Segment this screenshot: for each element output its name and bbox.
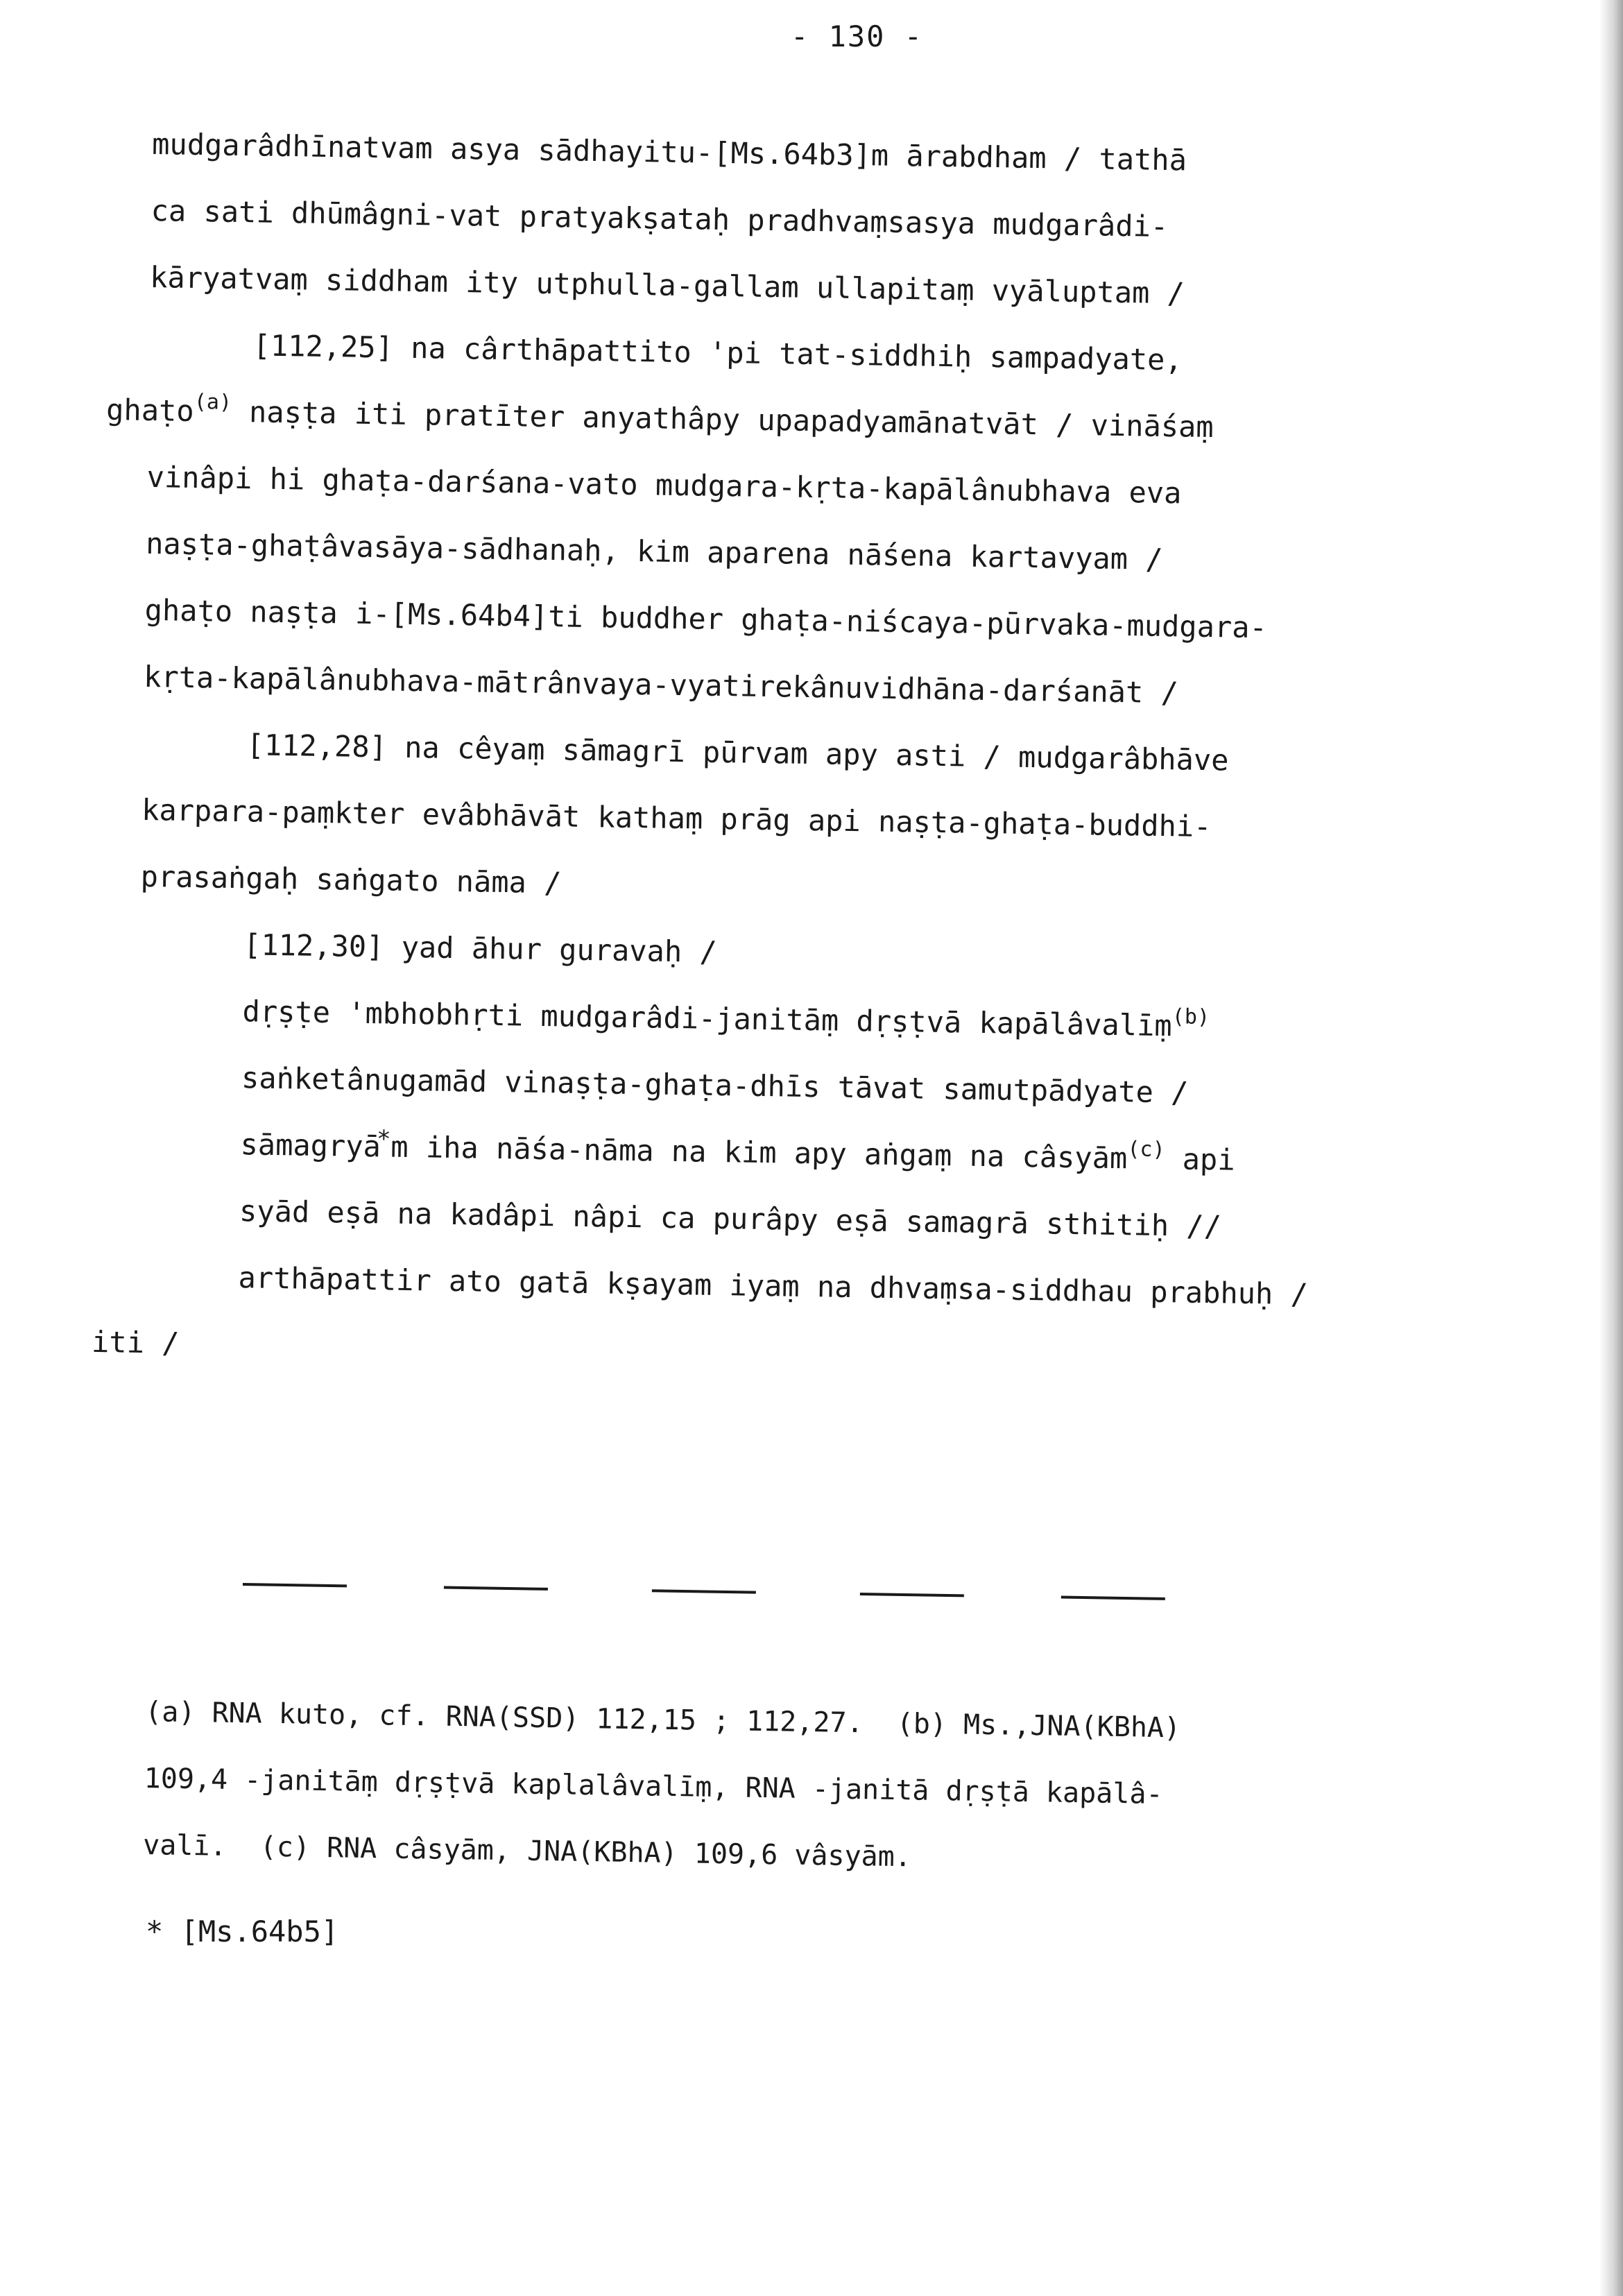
footnote-ref-a: (a) — [194, 389, 232, 415]
footnote-ref-b: (b) — [1171, 1004, 1210, 1030]
text-line: iti / — [91, 1324, 180, 1360]
text-line: vinâpi hi ghaṭa-darśana-vato mudgara-kṛta-kapālânubhava eva — [146, 459, 1182, 511]
main-text — [91, 111, 1511, 1398]
text-line: mudgarâdhīnatvam asya sādhayitu-[Ms.64b3]m ārabdham / tathā — [151, 126, 1187, 178]
scan-edge-shadow — [1599, 0, 1623, 2296]
verse-line: syād eṣā na kadâpi nâpi ca purâpy eṣā samagrā sthitiḥ // — [239, 1194, 1222, 1244]
page-number: - 130 - — [791, 19, 924, 53]
asterisk-marker: * — [376, 1125, 391, 1154]
text-fragment: m iha nāśa-nāma na kim apy aṅgaṃ na câsyām — [390, 1129, 1128, 1176]
footnotes — [142, 1679, 1463, 1899]
paragraph-start-112-30: [112,30] yad āhur guravaḥ / — [243, 927, 718, 969]
separator-dash — [444, 1586, 548, 1591]
manuscript-note: * [Ms.64b5] — [146, 1914, 339, 1948]
text-fragment: sāmagryā — [240, 1127, 381, 1164]
footnote-line: 109,4 -janitāṃ dṛṣṭvā kaplalâvalīṃ, RNA -janitā dṛṣṭā kapālâ- — [144, 1762, 1163, 1811]
separator-dash — [652, 1589, 756, 1593]
separator-dash — [860, 1593, 964, 1597]
text-line: kāryatvaṃ siddham ity utphulla-gallam ullapitaṃ vyāluptam / — [149, 259, 1185, 311]
separator-dash — [243, 1583, 347, 1587]
text-line: karpara-paṃkter evâbhāvāt kathaṃ prāg api naṣṭa-ghaṭa-buddhi- — [141, 792, 1212, 844]
text-line: ghaṭo naṣṭa i-[Ms.64b4]ti buddher ghaṭa-niścaya-pūrvaka-mudgara- — [144, 592, 1268, 645]
text-fragment: api — [1165, 1142, 1235, 1177]
footnote-line: (a) RNA kuto, cf. RNA(SSD) 112,15 ; 112,27. (b) Ms.,JNA(KBhA) — [144, 1695, 1181, 1745]
paragraph-start-112-25: [112,25] na cârthāpattito 'pi tat-siddhiḥ sampadyate, — [252, 328, 1183, 377]
paragraph-start-112-28: [112,28] na cêyaṃ sāmagrī pūrvam apy asti / mudgarâbhāve — [246, 728, 1229, 778]
separator-dash — [1061, 1596, 1165, 1600]
text-fragment: dṛṣṭe 'mbhobhṛti mudgarâdi-janitāṃ dṛṣṭvā kapālâvalīṃ — [242, 994, 1173, 1043]
verse-line: arthāpattir ato gatā kṣayam iyaṃ na dhvaṃsa-siddhau prabhuḥ / — [238, 1260, 1309, 1312]
verse-line: saṅketânugamād vinaṣṭa-ghaṭa-dhīs tāvat samutpādyate / — [241, 1061, 1189, 1110]
footnote-separator — [242, 1583, 1213, 1626]
footnote-line: valī. (c) RNA câsyām, JNA(KBhA) 109,6 vâsyām. — [142, 1828, 912, 1874]
footnote-ref-c: (c) — [1127, 1137, 1165, 1163]
text-fragment: ghaṭo — [105, 393, 195, 428]
text-line: naṣṭa-ghaṭâvasāya-sādhanaḥ, kim aparena nāśena kartavyam / — [145, 526, 1164, 576]
text-line: ca sati dhūmâgni-vat pratyakṣataḥ pradhvaṃsasya mudgarâdi- — [151, 193, 1169, 244]
text-line: kṛta-kapālânubhava-mātrânvaya-vyatirekânuvidhāna-darśanāt / — [143, 659, 1179, 710]
text-line: prasaṅgaḥ saṅgato nāma / — [140, 859, 562, 900]
text-fragment: naṣṭa iti pratīter anyathâpy upapadyamānatvāt / vināśaṃ — [231, 394, 1214, 445]
